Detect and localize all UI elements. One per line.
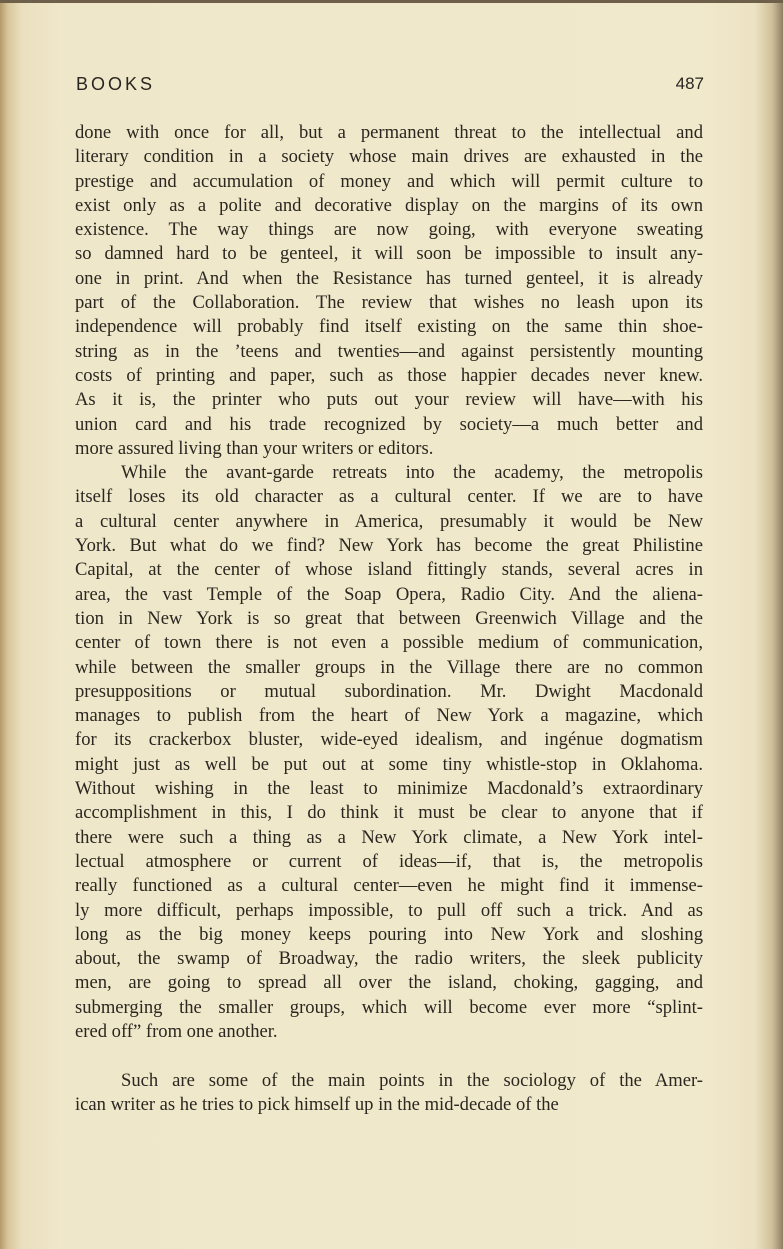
text-line: While the avant-garde retreats into the academy, the metropolis [121, 462, 703, 484]
paragraph [75, 461, 703, 1044]
text-line: really functioned as a cultural center—even he might find it immense- [75, 875, 703, 897]
text-line: lectual atmosphere or current of ideas—if, that is, the metropolis [75, 850, 703, 872]
paragraph-gap [75, 1044, 703, 1068]
text-line: while between the smaller groups in the Village there are no common [75, 656, 703, 678]
text-line: a cultural center anywhere in America, presumably it would be New [75, 510, 703, 532]
text-line: As it is, the printer who puts out your review will have—with his [75, 389, 703, 411]
text-line: independence will probably find itself existing on the same thin shoe- [75, 316, 703, 338]
text-line: Capital, at the center of whose island fittingly stands, several acres in [75, 559, 703, 581]
text-line: ered off” from one another. [75, 1020, 278, 1042]
page-number: 487 [675, 74, 704, 93]
text-line: ly more difficult, perhaps impossible, to pull off such a trick. And as [75, 899, 703, 921]
page-header [76, 74, 704, 102]
text-line: more assured living than your writers or editors. [75, 437, 434, 459]
text-line: part of the Collaboration. The review that wishes no leash upon its [75, 292, 703, 314]
text-line: men, are going to spread all over the island, choking, gagging, and [75, 972, 703, 994]
text-line: center of town there is not even a possible medium of communication, [75, 632, 703, 654]
text-line: about, the swamp of Broadway, the radio writers, the sleek publicity [75, 948, 703, 970]
paragraph [75, 1069, 703, 1118]
paragraph [75, 121, 703, 461]
text-line: exist only as a polite and decorative display on the margins of its own [75, 194, 703, 216]
text-line: string as in the ’teens and twenties—and against persistently mounting [75, 340, 703, 362]
text-line: itself loses its old character as a cultural center. If we are to have [75, 486, 703, 508]
text-line: existence. The way things are now going, with everyone sweating [75, 219, 703, 241]
text-line: one in print. And when the Resistance has turned genteel, it is already [75, 267, 703, 289]
text-line: York. But what do we find? New York has become the great Philistine [75, 535, 703, 557]
text-line: so damned hard to be genteel, it will soon be impossible to insult any- [75, 243, 703, 265]
text-line: area, the vast Temple of the Soap Opera, Radio City. And the aliena- [75, 583, 703, 605]
text-line: prestige and accumulation of money and which will permit culture to [75, 170, 703, 192]
text-line: accomplishment in this, I do think it must be clear to anyone that if [75, 802, 703, 824]
text-line: manages to publish from the heart of New York a magazine, which [75, 705, 703, 727]
text-line: tion in New York is so great that between Greenwich Village and the [75, 607, 703, 629]
text-line: costs of printing and paper, such as those happier decades never knew. [75, 364, 703, 386]
text-line: done with once for all, but a permanent threat to the intellectual and [75, 122, 703, 143]
body-text [75, 121, 703, 1117]
text-line: Such are some of the main points in the sociology of the Amer- [121, 1069, 703, 1091]
text-line: might just as well be put out at some tiny whistle-stop in Oklahoma. [75, 753, 703, 775]
text-line: presuppositions or mutual subordination. Mr. Dwight Macdonald [75, 680, 703, 702]
text-line: ican writer as he tries to pick himself up in the mid-decade of the [75, 1093, 559, 1115]
page-top-edge [0, 0, 783, 3]
text-line: Without wishing in the least to minimize Macdonald’s extraordinary [75, 778, 703, 800]
text-line: there were such a thing as a New York climate, a New York intel- [75, 826, 703, 848]
text-line: literary condition in a society whose main drives are exhausted in the [75, 146, 703, 168]
text-line: long as the big money keeps pouring into New York and sloshing [75, 923, 703, 945]
text-line: for its crackerbox bluster, wide-eyed idealism, and ingénue dogmatism [75, 729, 703, 751]
text-line: submerging the smaller groups, which will become ever more “splint- [75, 996, 703, 1018]
text-line: union card and his trade recognized by society—a much better and [75, 413, 703, 435]
running-head: BOOKS [76, 74, 156, 94]
